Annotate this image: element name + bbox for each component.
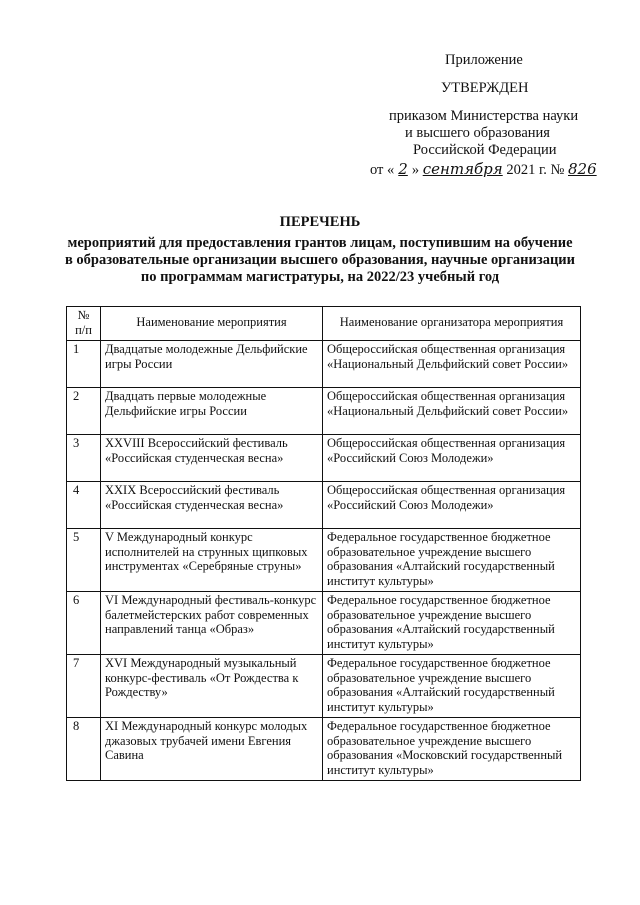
table-row <box>67 655 581 718</box>
row-organizer: Федеральное государственное бюджетное образовательное учреждение высшего образования «Алтайский государственный институт культуры» <box>323 529 581 592</box>
document-subtitle-3: по программам магистратуры, на 2022/23 учебный год <box>140 269 500 285</box>
row-organizer: Федеральное государственное бюджетное образовательное учреждение высшего образования «Алтайский государственный институт культуры» <box>323 592 581 655</box>
row-event: V Международный конкурс исполнителей на струнных щипковых инструментах «Серебряные струны» <box>101 529 323 592</box>
row-organizer: Общероссийская общественная организация «Российский Союз Молодежи» <box>323 482 581 529</box>
row-number: 3 <box>67 435 101 482</box>
table-row <box>67 435 581 482</box>
order-line-1: приказом Министерства науки <box>389 108 579 124</box>
row-number: 4 <box>67 482 101 529</box>
row-number: 2 <box>67 388 101 435</box>
row-number: 8 <box>67 718 101 781</box>
header-organizer: Наименование организатора мероприятия <box>323 307 581 341</box>
document-heading: ПЕРЕЧЕНЬ <box>279 214 361 230</box>
document-subtitle-2: в образовательные организации высшего образования, научные организации <box>64 252 576 268</box>
row-organizer: Общероссийская общественная организация «Российский Союз Молодежи» <box>323 435 581 482</box>
appendix-label: Приложение <box>445 52 523 68</box>
row-number: 7 <box>67 655 101 718</box>
row-number: 6 <box>67 592 101 655</box>
row-event: XXIX Всероссийский фестиваль «Российская студенческая весна» <box>101 482 323 529</box>
row-number: 5 <box>67 529 101 592</box>
table-row <box>67 592 581 655</box>
order-date-line <box>370 160 597 179</box>
table-row <box>67 388 581 435</box>
row-number: 1 <box>67 341 101 388</box>
row-event: VI Международный фестиваль-конкурс балетмейстерских работ современных направлений танца «Образ» <box>101 592 323 655</box>
order-line-3: Российской Федерации <box>413 142 557 158</box>
date-mid: » <box>411 162 420 178</box>
order-line-2: и высшего образования <box>405 125 550 141</box>
row-event: XXVIII Всероссийский фестиваль «Российская студенческая весна» <box>101 435 323 482</box>
row-organizer: Федеральное государственное бюджетное образовательное учреждение высшего образования «Московский государственный институт культуры» <box>323 718 581 781</box>
date-day: 2 <box>398 160 408 178</box>
document-subtitle-1: мероприятий для предоставления грантов лицам, поступившим на обучение <box>67 235 573 251</box>
table-header-row <box>67 307 581 341</box>
row-event: Двадцать первые молодежные Дельфийские игры России <box>101 388 323 435</box>
approved-label: УТВЕРЖДЕН <box>441 80 529 96</box>
row-event: XVI Международный музыкальный конкурс-фестиваль «От Рождества к Рождеству» <box>101 655 323 718</box>
table-row <box>67 718 581 781</box>
row-event: Двадцатые молодежные Дельфийские игры России <box>101 341 323 388</box>
order-number: 826 <box>568 160 597 178</box>
table-row <box>67 482 581 529</box>
table-row <box>67 341 581 388</box>
date-year: 2021 г. № <box>506 162 565 178</box>
header-number: № п/п <box>67 307 101 341</box>
date-prefix: от « <box>370 162 395 178</box>
table-row <box>67 529 581 592</box>
row-organizer: Федеральное государственное бюджетное образовательное учреждение высшего образования «Алтайский государственный институт культуры» <box>323 655 581 718</box>
row-organizer: Общероссийская общественная организация «Национальный Дельфийский совет России» <box>323 341 581 388</box>
date-month: сентября <box>422 160 503 178</box>
header-event: Наименование мероприятия <box>101 307 323 341</box>
row-organizer: Общероссийская общественная организация «Национальный Дельфийский совет России» <box>323 388 581 435</box>
row-event: XI Международный конкурс молодых джазовых трубачей имени Евгения Савина <box>101 718 323 781</box>
events-table <box>66 306 581 781</box>
